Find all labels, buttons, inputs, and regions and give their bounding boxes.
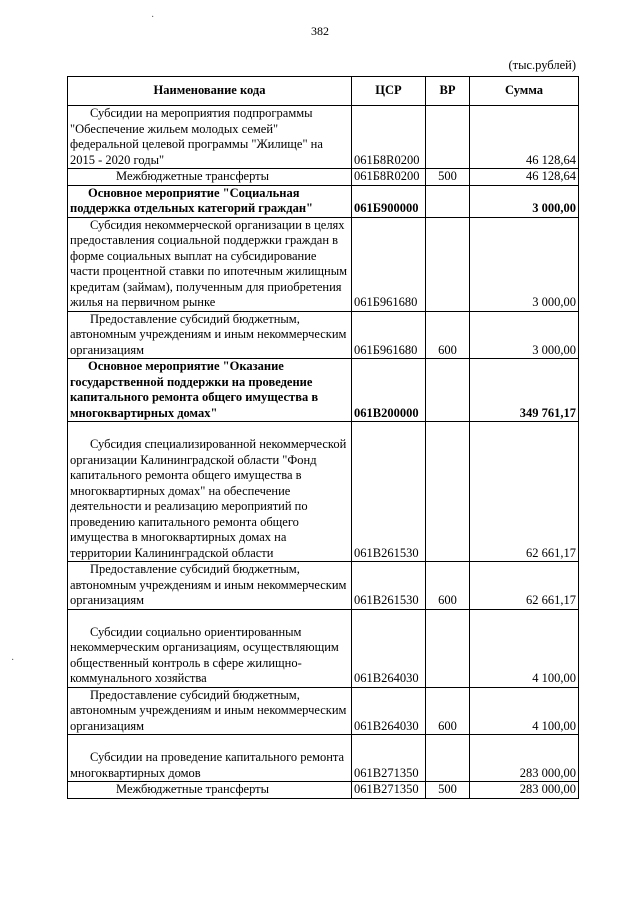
table-row xyxy=(68,217,579,311)
budget-table xyxy=(67,76,579,799)
row-csr: 061В261530 xyxy=(352,422,426,562)
table-row xyxy=(68,169,579,186)
row-name: Межбюджетные трансферты xyxy=(116,169,270,183)
row-vr xyxy=(426,422,470,562)
row-name: Предоставление субсидий бюджетным, автономным учреждениям и иным некоммерческим организациям xyxy=(70,311,347,357)
row-csr: 061Б961680 xyxy=(352,311,426,359)
table-row xyxy=(68,782,579,799)
row-sum: 3 000,00 xyxy=(470,185,579,217)
table-row xyxy=(68,311,579,359)
row-name: Основное мероприятие "Социальная поддержка отдельных категорий граждан" xyxy=(70,185,313,215)
row-name: Предоставление субсидий бюджетным, автономным учреждениям и иным некоммерческим организациям xyxy=(70,562,347,607)
table-row xyxy=(68,562,579,610)
row-sum: 62 661,17 xyxy=(470,562,579,610)
row-vr: 600 xyxy=(426,311,470,359)
row-vr xyxy=(426,217,470,311)
row-sum: 62 661,17 xyxy=(470,422,579,562)
row-csr: 061Б8R0200 xyxy=(352,106,426,169)
header-csr: ЦСР xyxy=(352,77,426,106)
row-csr: 061В261530 xyxy=(352,562,426,610)
row-csr: 061В264030 xyxy=(352,687,426,735)
row-csr: 061В264030 xyxy=(352,609,426,687)
row-csr: 061Б961680 xyxy=(352,217,426,311)
row-csr: 061В271350 xyxy=(352,782,426,799)
row-csr: 061В200000 xyxy=(352,359,426,422)
row-sum: 3 000,00 xyxy=(470,311,579,359)
row-vr xyxy=(426,185,470,217)
row-name: Предоставление субсидий бюджетным, автономным учреждениям и иным некоммерческим организациям xyxy=(70,687,347,733)
row-vr xyxy=(426,609,470,687)
row-sum: 349 761,17 xyxy=(470,359,579,422)
row-name: Субсидия специализированной некоммерческой организации Калининградской области "Фонд капитального ремонта общего имущества в многоквартирных домах" на обеспечение деятельности и реализацию мероприятий по проведению капитального ремонта общего имущества в многоквартирных домах на территории Калининградской области xyxy=(70,437,347,560)
row-sum: 3 000,00 xyxy=(470,217,579,311)
row-vr: 500 xyxy=(426,782,470,799)
table-row xyxy=(68,422,579,562)
table-row xyxy=(68,359,579,422)
table-row xyxy=(68,106,579,169)
row-vr xyxy=(426,106,470,169)
row-sum: 283 000,00 xyxy=(470,782,579,799)
table-row xyxy=(68,609,579,687)
row-name: Субсидии на мероприятия подпрограммы "Обеспечение жильем молодых семей" федеральной целевой программы "Жилище" на 2015 - 2020 годы" xyxy=(70,106,323,167)
row-name: Основное мероприятие "Оказание государственной поддержки на проведение капитального ремонта общего имущества в многоквартирных домах" xyxy=(70,359,319,420)
table-row xyxy=(68,735,579,782)
row-vr xyxy=(426,735,470,782)
row-vr: 600 xyxy=(426,687,470,735)
units-label: (тыс.рублей) xyxy=(508,58,576,72)
table-row xyxy=(68,185,579,217)
row-sum: 283 000,00 xyxy=(470,735,579,782)
row-sum: 4 100,00 xyxy=(470,687,579,735)
row-sum: 46 128,64 xyxy=(470,106,579,169)
row-vr xyxy=(426,359,470,422)
table-row xyxy=(68,687,579,735)
header-sum: Сумма xyxy=(470,77,579,106)
header-vr: ВР xyxy=(426,77,470,106)
row-vr: 600 xyxy=(426,562,470,610)
row-name: Межбюджетные трансферты xyxy=(116,782,270,796)
row-name: Субсидии социально ориентированным некоммерческим организациям, осуществляющим общественный контроль в сфере жилищно-коммунального хозяйства xyxy=(70,624,339,685)
row-csr: 061В271350 xyxy=(352,735,426,782)
scan-speck: · xyxy=(11,655,15,666)
scan-speck: · xyxy=(151,12,155,23)
row-sum: 4 100,00 xyxy=(470,609,579,687)
row-csr: 061Б900000 xyxy=(352,185,426,217)
row-vr: 500 xyxy=(426,169,470,186)
row-name: Субсидия некоммерческой организации в целях предоставления социальной поддержки граждан в форме социальных выплат на субсидирование части процентной ставки по ипотечным жилищным кредитам (займам), полученным для приобретения жилья на первичном рынке xyxy=(70,217,348,309)
page-number: 382 xyxy=(311,24,329,38)
row-name: Субсидии на проведение капитального ремонта многоквартирных домов xyxy=(70,750,345,780)
row-csr: 061Б8R0200 xyxy=(352,169,426,186)
header-name: Наименование кода xyxy=(68,77,352,106)
table-header-row xyxy=(68,77,579,106)
row-sum: 46 128,64 xyxy=(470,169,579,186)
